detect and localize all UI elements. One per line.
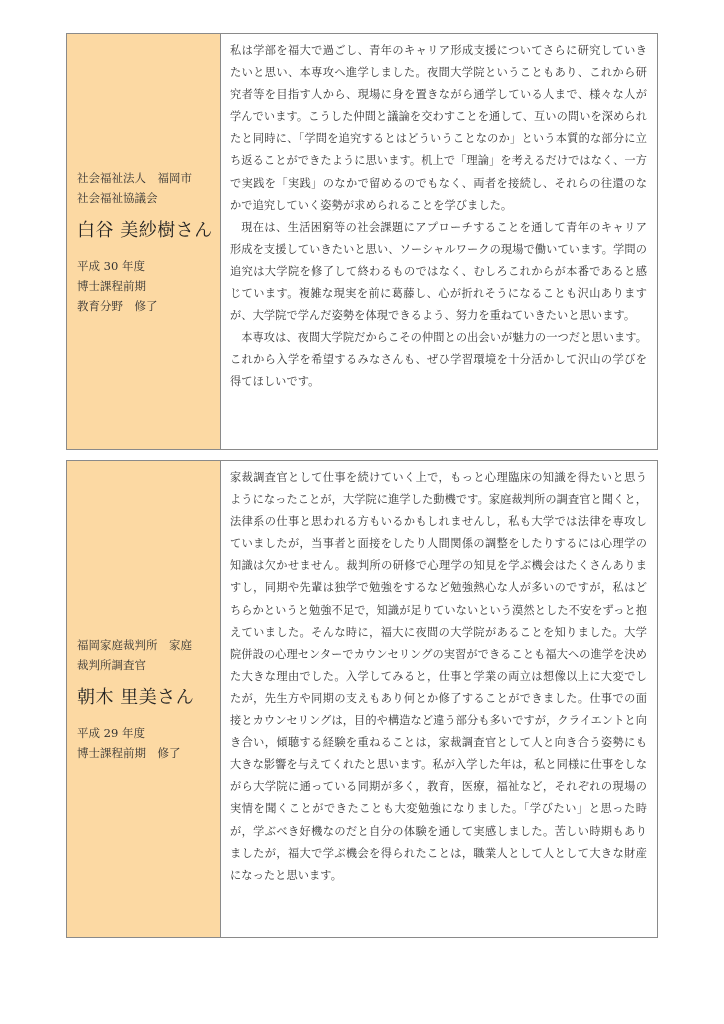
testimonial-paragraph: 私は学部を福大で過ごし、青年のキャリア形成支援についてさらに研究していきたいと思い、本専攻へ進学しました。夜間大学院ということもあり、これから研究者等を目指す人から、現場に身を置きながら通学している人まで、様々な人が学んでいます。こうした仲間と議論を交わすことを通して、互いの問いを深められたと同時に、「学問を追究するとはどういうことなのか」という本質的な部分に立ち返ることができたように思います。机上で「理論」を考えるだけではなく、一方で実践を「実践」のなかで留めるのでもなく、両者を接続し、それらの往還のなかで追究していく姿勢が求められることを学びました。: [230, 44, 647, 212]
profile-name: 白谷 美紗樹さん: [77, 219, 213, 241]
organization-line: 社会福祉法人 福岡市: [77, 170, 192, 185]
organization-line: 裁判所調査官: [77, 658, 146, 672]
organization-line: 福岡家庭裁判所 家庭: [77, 638, 192, 652]
meta-line: 教育分野 修了: [77, 298, 158, 313]
profile-sidebar: [67, 461, 221, 937]
profile-sidebar: [67, 34, 221, 449]
testimonial-body: [221, 34, 657, 449]
profile-meta: [77, 256, 214, 316]
meta-line: 平成 30 年度: [77, 258, 145, 273]
testimonial-paragraph: 本専攻は、夜間大学院だからこその仲間との出会いが魅力の一つだと思います。これから入学を希望するみなさんも、ぜひ学習環境を十分活かして沢山の学びを得てほしいです。: [230, 331, 647, 389]
meta-line: 博士課程前期: [77, 278, 146, 293]
profile-meta: [77, 723, 214, 763]
meta-line: 博士課程前期 修了: [77, 746, 181, 760]
meta-line: 平成 29 年度: [77, 726, 145, 740]
testimonial-body: [221, 461, 657, 937]
profile-organization: [77, 635, 214, 675]
profile-name: 朝木 里美さん: [77, 687, 195, 708]
testimonial-paragraph: 現在は、生活困窮等の社会課題にアプローチすることを通して青年のキャリア形成を支援していきたいと思い、ソーシャルワークの現場で働いています。学問の追究は大学院を修了して終わるものではなく、むしろこれからが本番であると感じています。複雑な現実を前に葛藤し、心が折れそうになることも沢山ありますが、大学院で学んだ姿勢を体現できるよう、努力を重ねていきたいと思います。: [230, 220, 647, 323]
organization-line: 社会福祉協議会: [77, 190, 158, 205]
profile-card: [66, 33, 658, 450]
profile-card: [66, 460, 658, 938]
testimonial-paragraph: 家裁調査官として仕事を続けていく上で，もっと心理臨床の知識を得たいと思うようになったことが，大学院に進学した動機です。家庭裁判所の調査官と聞くと，法律系の仕事と思われる方もいるかもしれませんし，私も大学では法律を専攻していましたが，当事者と面接をしたり人間関係の調整をしたりするには心理学の知識は欠かせません。裁判所の研修で心理学の知見を学ぶ機会はたくさんありますし，同期や先輩は独学で勉強をするなど勉強熱心な人が多いのですが，私はどちらかというと勉強不足で，知識が足りていないという漠然とした不安をずっと抱えていました。そんな時に，福大に夜間の大学院があることを知りました。大学院併設の心理センターでカウンセリングの実習ができることも福大への進学を決めた大きな理由でした。入学してみると，仕事と学業の両立は想像以上に大変でしたが，先生方や同期の支えもあり何とか修了することができました。仕事での面接とカウンセリングは，目的や構造など違う部分も多いですが，クライエントと向き合い，傾聴する経験を重ねることは，家裁調査官として人と向き合う姿勢にも大きな影響を与えてくれたと思います。私が入学した年は，私と同様に仕事をしながら大学院に通っている同期が多く，教育，医療，福祉など，それぞれの現場の実情を聞くことができたことも大変勉強になりました。「学びたい」と思った時が，学ぶべき好機なのだと自分の体験を通して実感しました。苦しい時期もありましたが，福大で学ぶ機会を得られたことは，職業人として人として大きな財産になったと思います。: [230, 471, 647, 882]
profile-organization: [77, 168, 214, 208]
